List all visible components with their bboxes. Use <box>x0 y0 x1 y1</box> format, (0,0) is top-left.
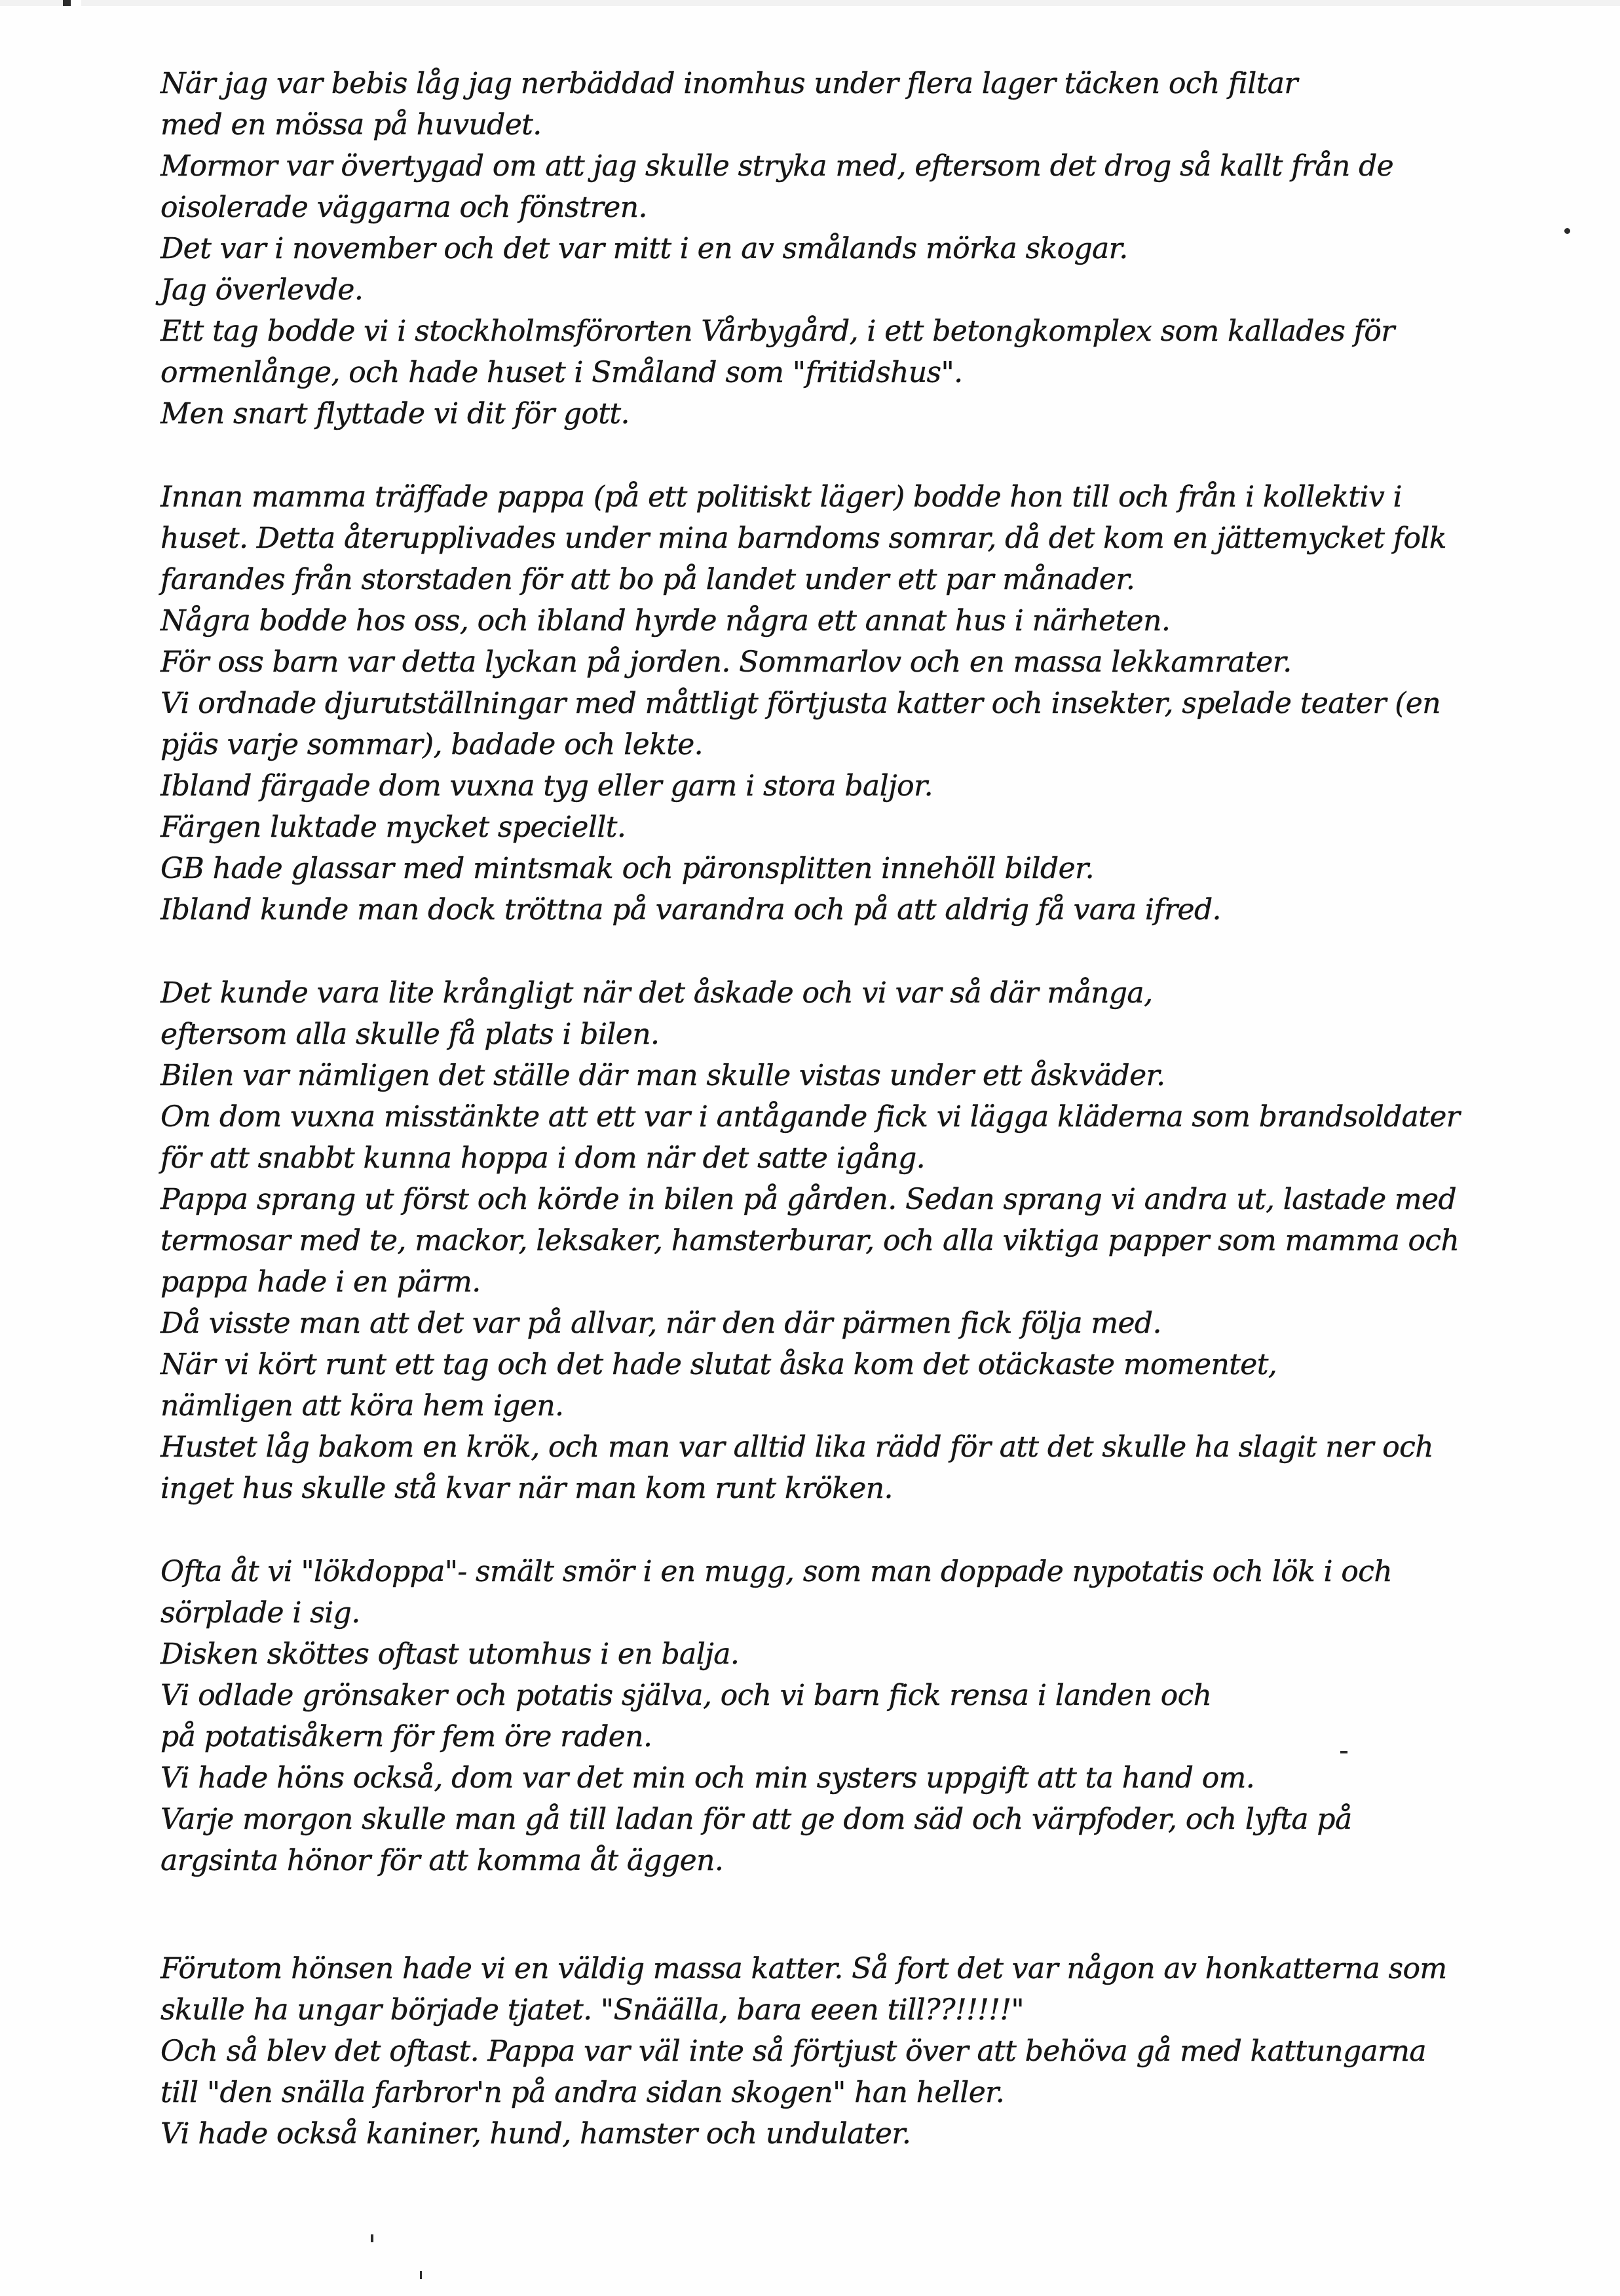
text-line: på potatisåkern för fem öre raden. <box>160 1720 652 1753</box>
text-line: oisolerade väggarna och fönstren. <box>160 191 647 224</box>
text-line: Och så blev det oftast. Pappa var väl inte så förtjust över att behöva gå med kattungarna <box>160 2035 1426 2068</box>
scan-speck <box>420 2271 422 2279</box>
paragraph-childhood-winter <box>160 63 1548 434</box>
text-line: till "den snälla farbror'n på andra sidan skogen" han heller. <box>160 2076 1005 2109</box>
text-line: Ett tag bodde vi i stockholmsförorten Vårbygård, i ett betongkomplex som kallades för <box>160 315 1395 348</box>
paragraph-cats-and-pets <box>160 1948 1548 2154</box>
text-line: Några bodde hos oss, och ibland hyrde några ett annat hus i närheten. <box>160 604 1171 638</box>
text-line: Det var i november och det var mitt i en av smålands mörka skogar. <box>160 232 1128 265</box>
text-line: sörplade i sig. <box>160 1596 360 1630</box>
scan-speck <box>371 2234 373 2242</box>
text-line: pappa hade i en pärm. <box>160 1265 481 1299</box>
text-line: Vi hade också kaniner, hund, hamster och undulater. <box>160 2117 911 2151</box>
text-line: nämligen att köra hem igen. <box>160 1389 564 1423</box>
text-line: Det kunde vara lite krångligt när det åskade och vi var så där många, <box>160 976 1153 1010</box>
text-line: För oss barn var detta lyckan på jorden. Sommarlov och en massa lekkamrater. <box>160 645 1292 679</box>
text-line: Vi hade höns också, dom var det min och min systers uppgift att ta hand om. <box>160 1761 1255 1795</box>
text-line: pjäs varje sommar), badade och lekte. <box>160 728 704 761</box>
text-line: Då visste man att det var på allvar, när den där pärmen fick följa med. <box>160 1307 1161 1340</box>
text-line: Färgen luktade mycket speciellt. <box>160 811 626 844</box>
text-line: skulle ha ungar började tjatet. "Snäälla, bara eeen till??!!!!!" <box>160 1993 1025 2027</box>
scan-edge-mark <box>63 0 71 6</box>
page-text <box>160 63 1548 2196</box>
text-line: Hustet låg bakom en krök, och man var alltid lika rädd för att det skulle ha slagit ner och <box>160 1430 1433 1464</box>
text-line: Men snart flyttade vi dit för gott. <box>160 397 630 430</box>
paragraph-collective-summers <box>160 476 1548 930</box>
text-line: ormenlånge, och hade huset i Småland som "fritidshus". <box>160 356 963 389</box>
text-line: GB hade glassar med mintsmak och päronsplitten innehöll bilder. <box>160 852 1095 885</box>
paragraph-thunderstorms-car <box>160 972 1548 1509</box>
text-line: Jag överlevde. <box>160 273 364 307</box>
text-line: med en mössa på huvudet. <box>160 108 542 142</box>
text-line: Om dom vuxna misstänkte att ett var i antågande fick vi lägga kläderna som brandsoldater <box>160 1100 1460 1134</box>
text-line: inget hus skulle stå kvar när man kom runt kröken. <box>160 1472 893 1505</box>
text-line: Bilen var nämligen det ställe där man skulle vistas under ett åskväder. <box>160 1059 1165 1092</box>
text-line: Vi odlade grönsaker och potatis själva, och vi barn fick rensa i landen och <box>160 1679 1212 1712</box>
scan-edge-gap <box>71 0 81 6</box>
text-line: för att snabbt kunna hoppa i dom när det satte igång. <box>160 1141 926 1175</box>
text-line: argsinta hönor för att komma åt äggen. <box>160 1844 724 1877</box>
text-line: Ibland kunde man dock tröttna på varandra och på att aldrig få vara ifred. <box>160 893 1221 927</box>
text-line: Förutom hönsen hade vi en väldig massa katter. Så fort det var någon av honkatterna som <box>160 1952 1447 1985</box>
text-line: När vi kört runt ett tag och det hade slutat åska kom det otäckaste momentet, <box>160 1348 1277 1381</box>
text-line: Innan mamma träffade pappa (på ett politiskt läger) bodde hon till och från i kollektiv i <box>160 480 1402 514</box>
text-line: Ibland färgade dom vuxna tyg eller garn i stora baljor. <box>160 769 933 803</box>
text-line: termosar med te, mackor, leksaker, hamsterburar, och alla viktiga papper som mamma och <box>160 1224 1460 1257</box>
text-line: Disken sköttes oftast utomhus i en balja. <box>160 1637 740 1671</box>
text-line: När jag var bebis låg jag nerbäddad inomhus under flera lager täcken och filtar <box>160 67 1298 100</box>
text-line: farandes från storstaden för att bo på landet under ett par månader. <box>160 563 1135 596</box>
text-line: Pappa sprang ut först och körde in bilen på gården. Sedan sprang vi andra ut, lastade med <box>160 1183 1457 1216</box>
scan-edge-band <box>0 0 1620 6</box>
text-line: Varje morgon skulle man gå till ladan för att ge dom säd och värpfoder, och lyfta på <box>160 1803 1352 1836</box>
text-line: huset. Detta återupplivades under mina barndoms somrar, då det kom en jättemycket folk <box>160 522 1446 555</box>
text-line: Vi ordnade djurutställningar med måttligt förtjusta katter och insekter, spelade teater (en <box>160 687 1441 720</box>
paragraph-food-garden-hens <box>160 1551 1548 1881</box>
text-line: eftersom alla skulle få plats i bilen. <box>160 1018 660 1051</box>
scan-speck <box>1564 228 1570 234</box>
text-line: Mormor var övertygad om att jag skulle stryka med, eftersom det drog så kallt från de <box>160 149 1394 183</box>
text-line: Ofta åt vi "lökdoppa"- smält smör i en mugg, som man doppade nypotatis och lök i och <box>160 1555 1393 1588</box>
